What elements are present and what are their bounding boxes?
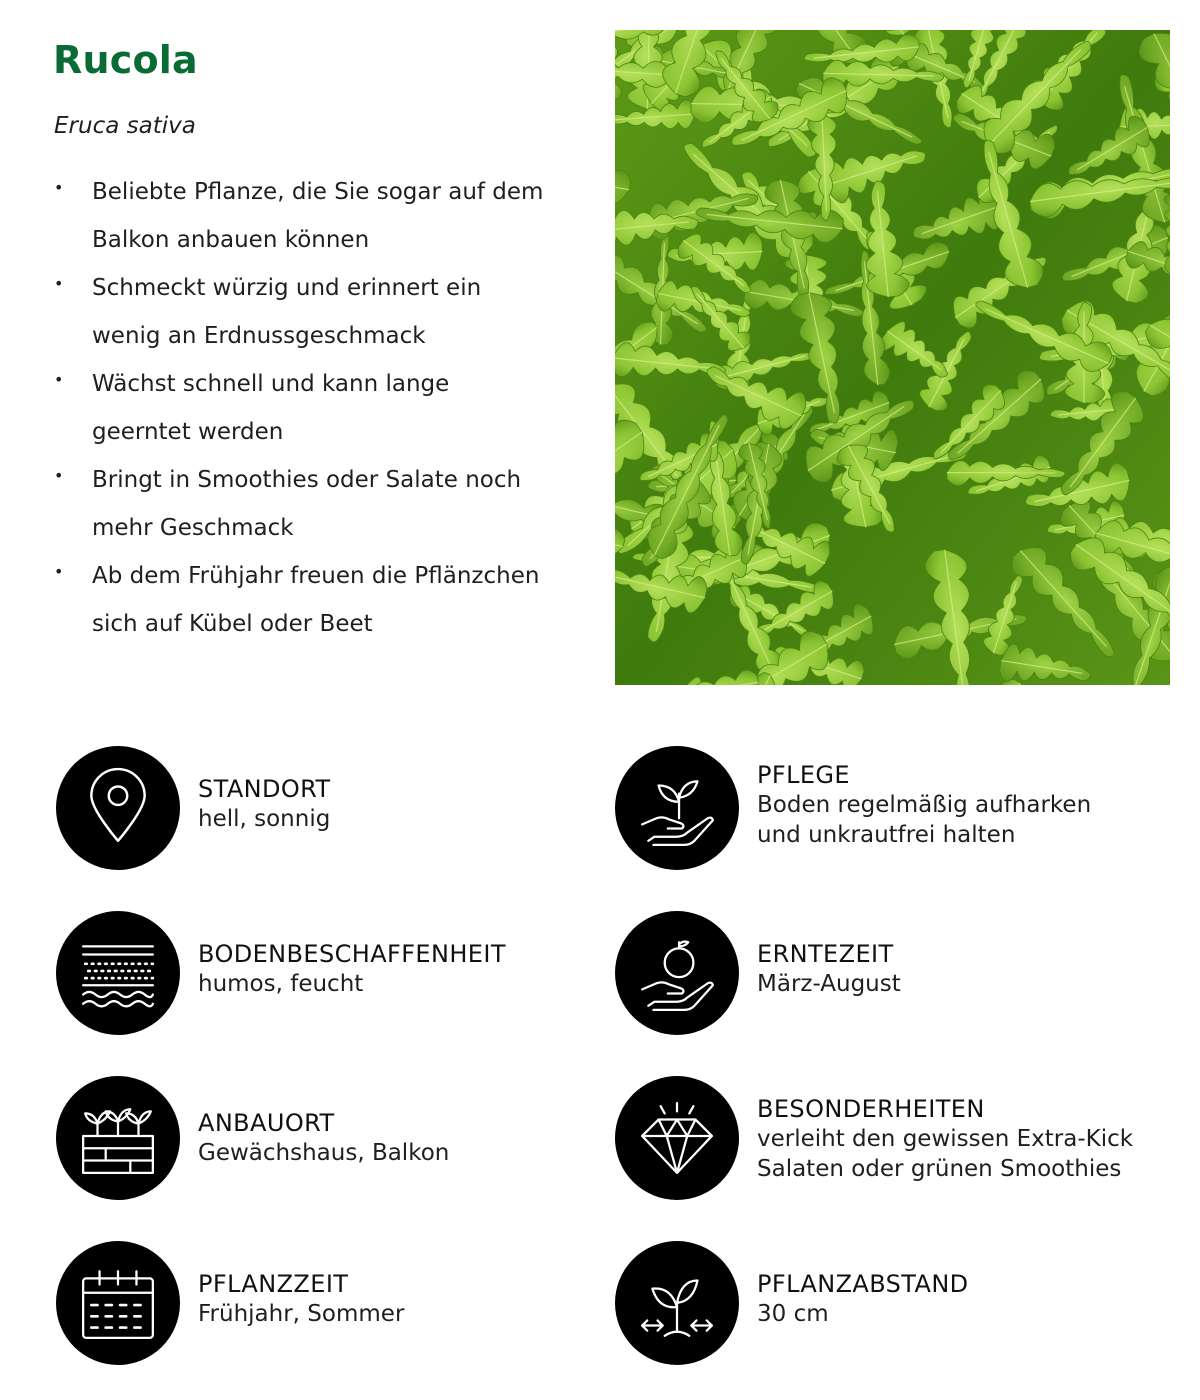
info-label: STANDORT [198, 775, 331, 803]
feature-item: • Schmeckt würzig und erinnert ein wenig an Erdnussgeschmack [54, 264, 574, 360]
feature-item: • Bringt in Smoothies oder Salate noch mehr Geschmack [54, 456, 574, 552]
info-label: BESONDERHEITEN [757, 1095, 985, 1123]
location-pin-icon [56, 746, 180, 870]
info-pflanzzeit [56, 1241, 616, 1366]
info-pflege [615, 746, 1175, 871]
feature-list [54, 168, 574, 648]
plant-spacing-icon [615, 1241, 739, 1365]
info-value: Frühjahr, Sommer [198, 1301, 405, 1327]
rucola-photo [615, 30, 1170, 685]
info-value: Gewächshaus, Balkon [198, 1140, 450, 1166]
info-label: BODENBESCHAFFENHEIT [198, 940, 506, 968]
info-value: verleiht den gewissen Extra-Kick [757, 1126, 1134, 1152]
planter-box-icon [56, 1076, 180, 1200]
info-bodenbeschaffenheit [56, 911, 616, 1036]
product-title: Rucola [53, 38, 198, 82]
info-standort [56, 746, 616, 871]
info-besonderheiten [615, 1076, 1175, 1201]
info-value: Salaten oder grünen Smoothies [757, 1156, 1122, 1182]
info-value: 30 cm [757, 1301, 829, 1327]
info-erntezeit [615, 911, 1175, 1036]
feature-item: • Beliebte Pflanze, die Sie sogar auf dem Balkon anbauen können [54, 168, 574, 264]
info-label: ANBAUORT [198, 1109, 335, 1137]
info-label: PFLANZABSTAND [757, 1270, 969, 1298]
diamond-icon [615, 1076, 739, 1200]
info-value: und unkrautfrei halten [757, 822, 1016, 848]
latin-name: Eruca sativa [54, 113, 196, 139]
soil-layers-icon [56, 911, 180, 1035]
info-label: PFLEGE [757, 761, 850, 789]
feature-item: • Ab dem Frühjahr freuen die Pflänzchen sich auf Kübel oder Beet [54, 552, 574, 648]
hand-fruit-icon [615, 911, 739, 1035]
info-label: PFLANZZEIT [198, 1270, 349, 1298]
calendar-icon [56, 1241, 180, 1365]
info-value: hell, sonnig [198, 806, 331, 832]
hand-sprout-icon [615, 746, 739, 870]
info-value: Boden regelmäßig aufharken [757, 792, 1092, 818]
info-pflanzabstand [615, 1241, 1175, 1366]
info-label: ERNTEZEIT [757, 940, 894, 968]
info-anbauort [56, 1076, 616, 1201]
info-value: März-August [757, 971, 901, 997]
info-value: humos, feucht [198, 971, 364, 997]
feature-item: • Wächst schnell und kann lange geerntet werden [54, 360, 574, 456]
